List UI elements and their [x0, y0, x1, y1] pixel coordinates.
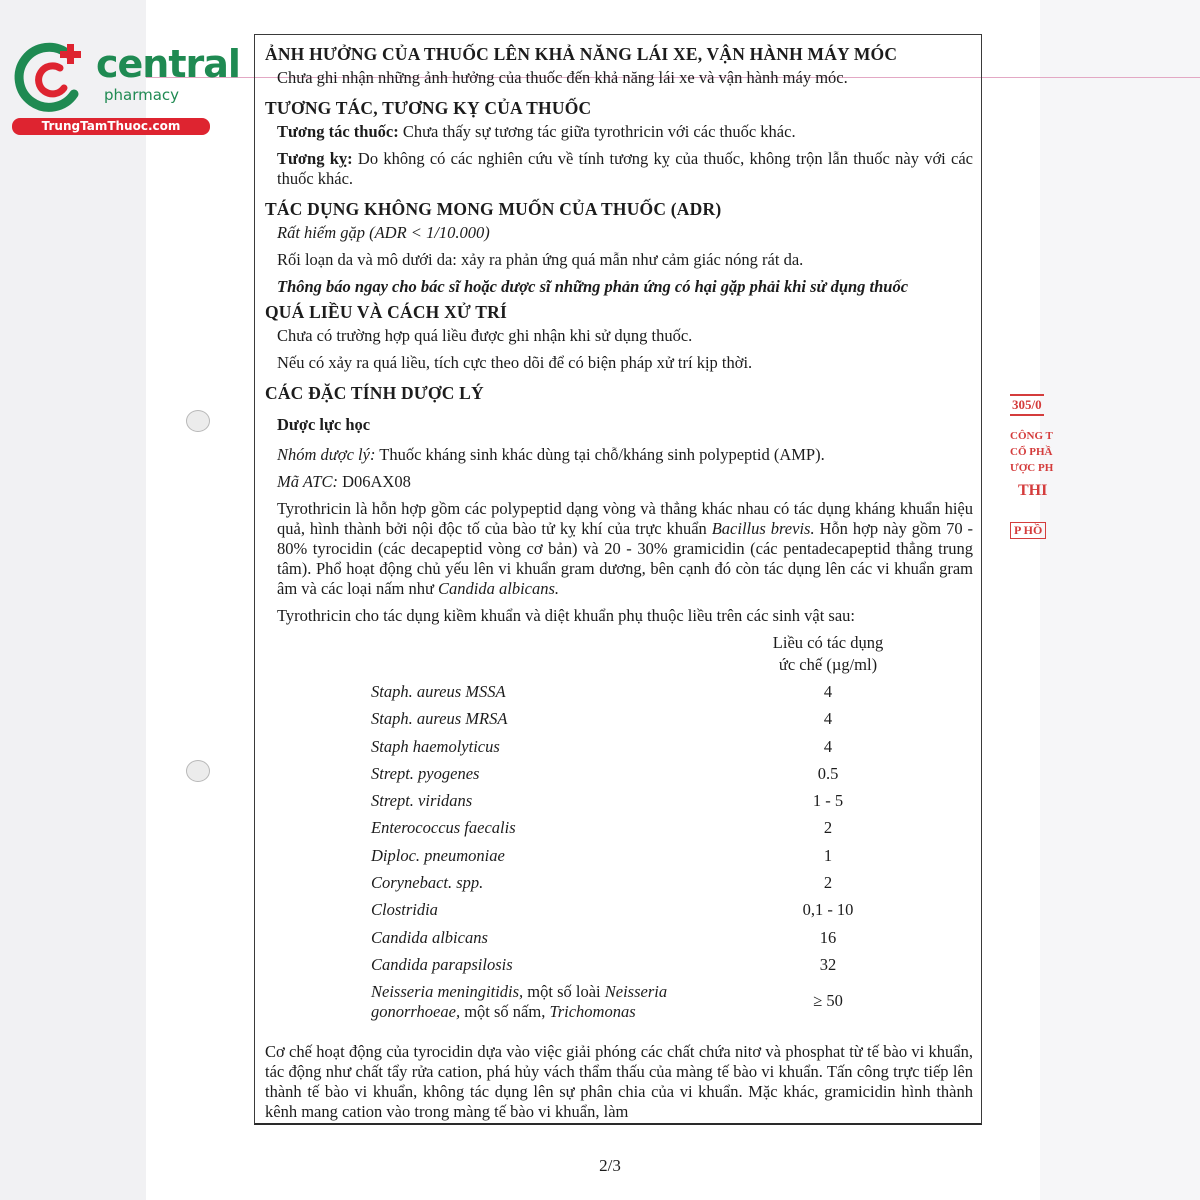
organism-name: Candida albicans	[371, 927, 488, 947]
description-species: Bacillus brevis.	[711, 519, 815, 538]
stamp-line: THI	[1018, 482, 1048, 499]
mic-value: 4	[823, 709, 833, 729]
table-row	[265, 951, 973, 978]
document-content	[265, 41, 973, 1122]
incompatibility-text: Do không có các nghiên cứu về tính tương kỵ của thuốc, không trộn lẫn thuốc này với các thuốc khác.	[277, 149, 973, 188]
table-row	[265, 814, 973, 841]
pharmacologic-group-text: Thuốc kháng sinh khác dùng tại chỗ/kháng sinh polypeptid (AMP).	[375, 445, 825, 464]
mic-value: ≥ 50	[813, 991, 843, 1011]
adr-frequency: Rất hiếm gặp (ADR < 1/10.000)	[277, 223, 490, 242]
mechanism-paragraph: Cơ chế hoạt động của tyrocidin dựa vào việc giải phóng các chất chứa nitơ và phosphat từ tế bào vi khuẩn, tác động như chất tẩy rửa cation, phá hủy vách thẩm thấu của màng tế bào vi khuẩn. Tấn công trực tiếp lên thành tế bào vi khuẩn, không tác dụng lên sự phân chia của vi khuẩn. Mặc khác, gramicidin hình thành kênh mang cation vào trong màng tế bào vi khuẩn, làm	[265, 1042, 973, 1122]
incompatibility-label: Tương kỵ:	[277, 149, 353, 168]
mic-value: 0.5	[817, 763, 839, 783]
pharmacodynamics-subheading: Dược lực học	[277, 415, 371, 434]
mic-value: 1 - 5	[812, 791, 844, 811]
section-heading-overdose: QUÁ LIỀU VÀ CÁCH XỬ TRÍ	[265, 302, 508, 322]
organism-part: Neisseria gonorrhoeae,	[371, 982, 668, 1022]
atc-value: D06AX08	[337, 472, 411, 491]
stamp-line: CỔ PHẦ	[1010, 446, 1053, 458]
pharmacy-logo-icon	[10, 38, 92, 120]
organism-name: Diploc. pneumoniae	[371, 845, 505, 865]
mic-table-header	[753, 632, 903, 676]
organism-name: Enterococcus faecalis	[371, 818, 516, 838]
mic-value: 4	[823, 736, 833, 756]
page-number: 2/3	[599, 1156, 621, 1175]
overdose-text-2: Nếu có xảy ra quá liều, tích cực theo dõi để có biện pháp xử trí kịp thời.	[277, 353, 753, 372]
organism-part: một số nấm,	[460, 1002, 550, 1022]
tyrothricin-description	[277, 499, 973, 599]
punch-hole	[186, 410, 210, 432]
incompatibility-paragraph	[277, 149, 973, 189]
mic-value: 16	[819, 927, 837, 947]
organism-part: Neisseria meningitidis,	[371, 982, 524, 1002]
mic-value: 1	[823, 845, 833, 865]
table-row	[265, 869, 973, 896]
mic-value: 2	[823, 818, 833, 838]
overdose-text-1: Chưa có trường hợp quá liều được ghi nhận khi sử dụng thuốc.	[277, 326, 693, 345]
interaction-label: Tương tác thuốc:	[277, 122, 399, 141]
company-stamp	[1010, 390, 1058, 550]
mic-header-line: Liều có tác dụng	[772, 633, 884, 652]
section-heading-interactions: TƯƠNG TÁC, TƯƠNG KỴ CỦA THUỐC	[265, 98, 592, 118]
stamp-line: P HỒ	[1010, 522, 1046, 539]
stamp-line: 305/0	[1010, 394, 1044, 416]
mic-value: 4	[823, 682, 833, 701]
atc-code	[277, 472, 973, 492]
punch-hole	[186, 760, 210, 782]
page-margin	[1040, 0, 1200, 1200]
pharmacologic-group	[277, 445, 973, 465]
organism-name: Staph. aureus MRSA	[371, 709, 508, 729]
table-row	[265, 705, 973, 732]
section-heading-driving: ẢNH HƯỞNG CỦA THUỐC LÊN KHẢ NĂNG LÁI XE, VẬN HÀNH MÁY MÓC	[265, 44, 898, 64]
table-row	[265, 978, 973, 1024]
adr-text: Rối loạn da và mô dưới da: xảy ra phản ứng quá mẫn như cảm giác nóng rát da.	[277, 250, 804, 269]
interaction-text: Chưa thấy sự tương tác giữa tyrothricin với các thuốc khác.	[398, 122, 796, 141]
organism-name: Strept. viridans	[371, 791, 473, 811]
logo-subtitle: pharmacy	[104, 86, 180, 104]
organism-name: Staph. aureus MSSA	[371, 682, 506, 701]
organism-name: Staph haemolyticus	[371, 736, 500, 756]
organism-part: Trichomonas	[549, 1002, 636, 1022]
central-pharmacy-logo[interactable]	[10, 38, 240, 138]
mic-header-line: ức chế (µg/ml)	[778, 655, 878, 674]
section-heading-pharmacology: CÁC ĐẶC TÍNH DƯỢC LÝ	[265, 383, 484, 403]
adr-notice: Thông báo ngay cho bác sĩ hoặc dược sĩ những phản ứng có hại gặp phải khi sử dụng thuốc	[277, 277, 909, 296]
pharmacologic-group-label: Nhóm dược lý:	[277, 445, 376, 464]
organism-name	[371, 982, 741, 1022]
table-row	[265, 842, 973, 869]
table-row	[265, 896, 973, 923]
organism-name: Candida parapsilosis	[371, 954, 513, 974]
table-row	[265, 924, 973, 951]
document-frame	[254, 34, 982, 1125]
description-part: Tyrothricin là hỗn hợp gồm các polypeptid dạng vòng và thẳng khác nhau có tác dụng kháng khuẩn hiệu quả, hình thành bởi nội độc tố của bào tử kỵ khí của trực khuẩn	[277, 499, 973, 538]
driving-text: Chưa ghi nhận những ảnh hưởng của thuốc đến khả năng lái xe và vận hành máy móc.	[277, 68, 848, 87]
stamp-line: ƯỢC PH	[1010, 462, 1054, 474]
mic-value: 0,1 - 10	[802, 900, 854, 920]
section-heading-adr: TÁC DỤNG KHÔNG MONG MUỐN CỦA THUỐC (ADR)	[265, 199, 722, 219]
mic-value: 32	[819, 954, 837, 974]
table-row	[265, 787, 973, 814]
activity-intro: Tyrothricin cho tác dụng kiềm khuẩn và diệt khuẩn phụ thuộc liều trên các sinh vật sau:	[277, 606, 856, 625]
interaction-paragraph	[277, 122, 973, 142]
logo-brand-name: central	[96, 42, 240, 86]
organism-part: một số loài	[523, 982, 605, 1002]
mic-table	[265, 632, 973, 1024]
mic-value: 2	[823, 873, 833, 893]
organism-name: Corynebact. spp.	[371, 873, 484, 893]
description-species: Candida albicans.	[438, 579, 560, 598]
organism-name: Clostridia	[371, 900, 438, 920]
atc-label: Mã ATC:	[277, 472, 338, 491]
table-row	[265, 733, 973, 760]
organism-name: Strept. pyogenes	[371, 763, 480, 783]
table-row	[265, 678, 973, 705]
logo-website[interactable]: TrungTamThuoc.com	[12, 118, 210, 135]
table-row	[265, 760, 973, 787]
stamp-line: CÔNG T	[1010, 430, 1053, 442]
description-part: Hỗn hợp này gồm 70 - 80% tyrocidin (các decapeptid vòng cơ bản) và 20 - 30% gramicidin (các pentadecapeptid thẳng trung tâm). Phổ hoạt động chủ yếu lên vi khuẩn gram dương, bên cạnh đó còn tác dụng lên các vi khuẩn gram âm và các loại nấm như	[277, 519, 974, 598]
